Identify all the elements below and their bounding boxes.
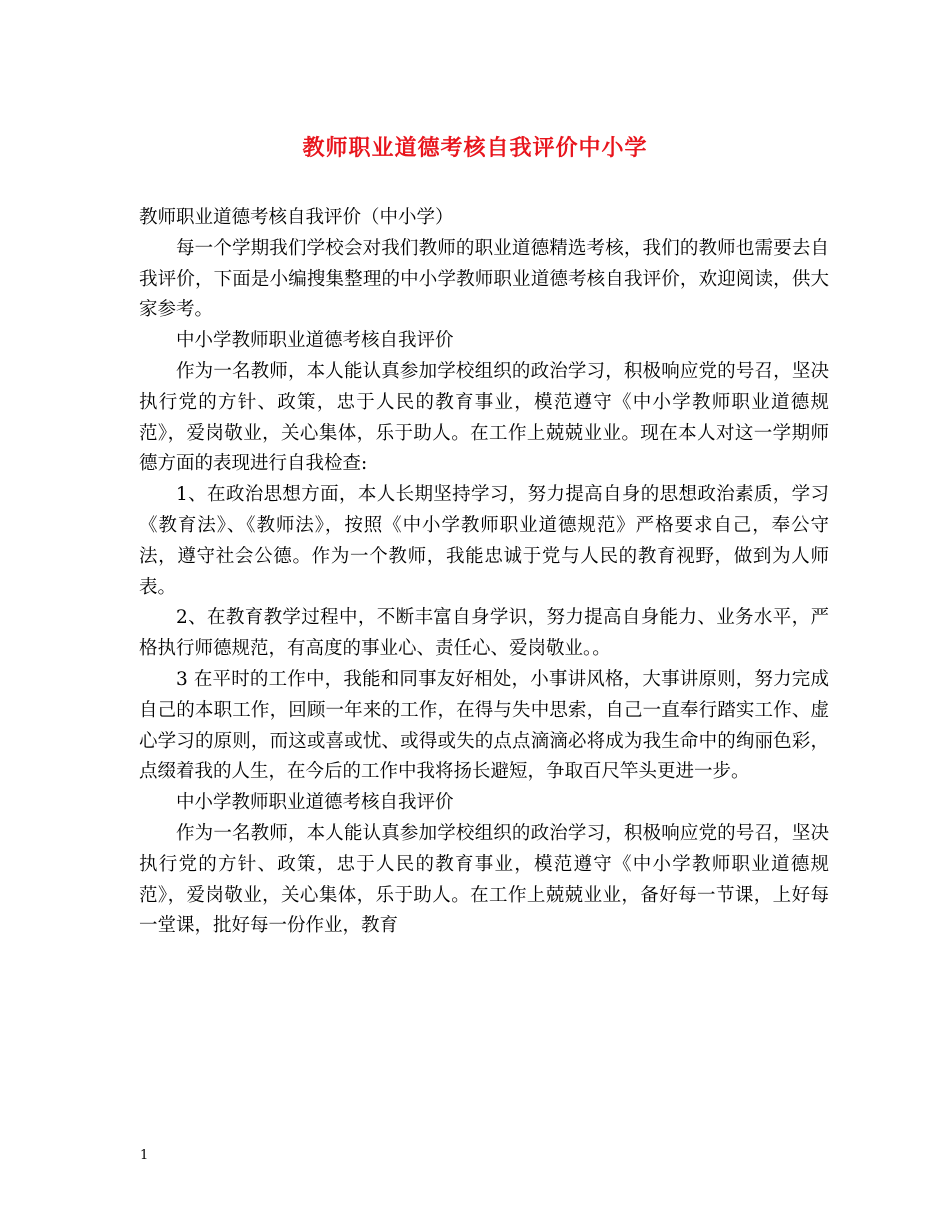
paragraph: 作为一名教师，本人能认真参加学校组织的政治学习，积极响应党的号召，坚决执行党的方针、政策，忠于人民的教育事业，模范遵守《中小学教师职业道德规范》，爱岗敬业，关心集体，乐于助人。在工作上兢兢业业。现在本人对这一学期师德方面的表现进行自我检查: [139, 360, 829, 475]
paragraph: 每一个学期我们学校会对我们教师的职业道德精选考核，我们的教师也需要去自我评价，下面是小编搜集整理的中小学教师职业道德考核自我评价，欢迎阅读，供大家参考。 [139, 237, 829, 321]
paragraph: 1、在政治思想方面，本人长期坚持学习，努力提高自身的思想政治素质，学习《教育法》、《教师法》，按照《中小学教师职业道德规范》严格要求自己，奉公守法，遵守社会公德。作为一个教师，我能忠诚于党与人民的教育视野，做到为人师表。 [139, 484, 829, 598]
page-number: 1 [140, 1148, 149, 1163]
document-body [139, 203, 829, 942]
document-title: 教师职业道德考核自我评价中小学 [302, 135, 648, 161]
section-heading: 中小学教师职业道德考核自我评价 [176, 792, 454, 814]
paragraph: 教师职业道德考核自我评价（中小学） [139, 207, 454, 228]
paragraph: 2、在教育教学过程中，不断丰富自身学识，努力提高自身能力、业务水平，严格执行师德规范，有高度的事业心、责任心、爱岗敬业。。 [139, 607, 829, 660]
paragraph: 作为一名教师，本人能认真参加学校组织的政治学习，积极响应党的号召，坚决执行党的方针、政策，忠于人民的教育事业，模范遵守《中小学教师职业道德规范》，爱岗敬业，关心集体，乐于助人。在工作上兢兢业业，备好每一节课，上好每一堂课，批好每一份作业，教育 [139, 822, 829, 937]
paragraph: 3 在平时的工作中，我能和同事友好相处，小事讲风格，大事讲原则，努力完成自己的本职工作，回顾一年来的工作，在得与失中思索，自己一直奉行踏实工作、虚心学习的原则，而这或喜或忧、或得或失的点点滴滴必将成为我生命中的绚丽色彩，点缀着我的人生，在今后的工作中我将扬长避短，争取百尺竿头更进一步。 [139, 668, 829, 783]
section-heading: 中小学教师职业道德考核自我评价 [176, 330, 454, 352]
